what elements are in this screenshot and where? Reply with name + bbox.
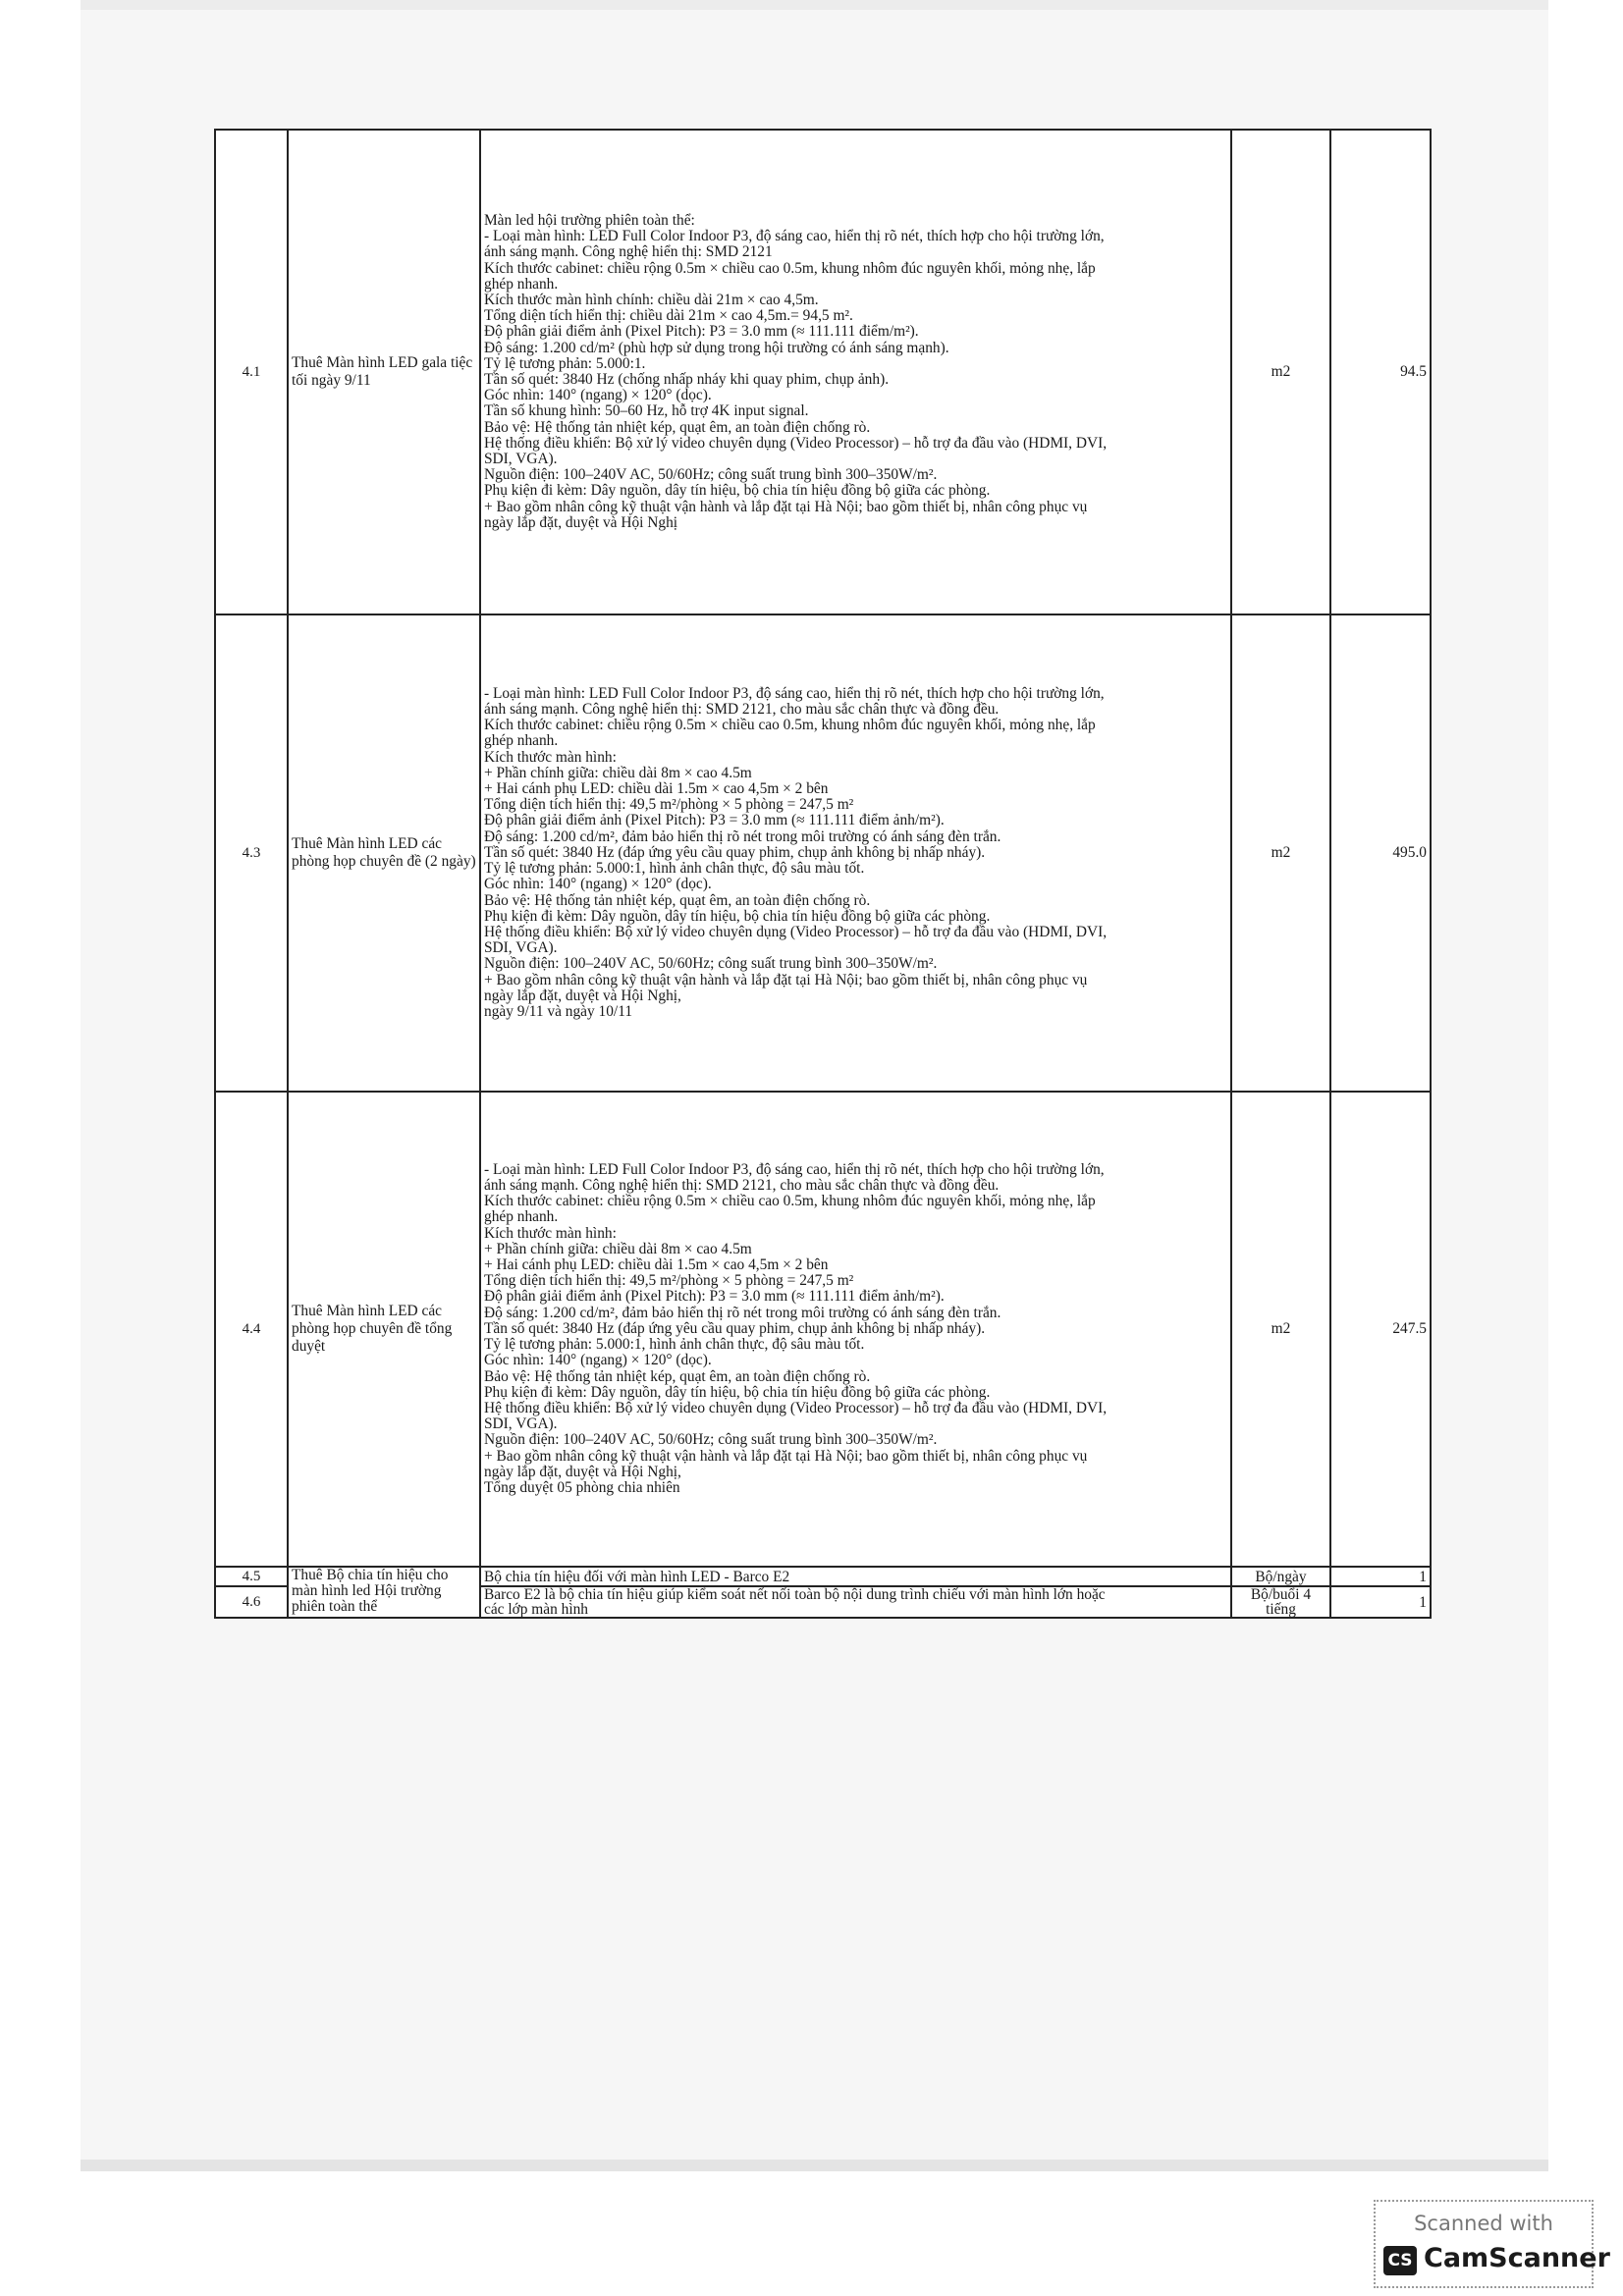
description-line: Tỷ lệ tương phản: 5.000:1. (484, 354, 646, 372)
camscanner-watermark (1374, 2200, 1610, 2288)
item-quantity: 247.5 (1330, 1092, 1431, 1567)
table-row (215, 614, 1431, 1092)
scan-bottom-edge (81, 2160, 1548, 2171)
row-number: 4.6 (215, 1586, 288, 1618)
description-line: Độ phân giải điểm ảnh (Pixel Pitch): P3 = 3.0 mm (≈ 111.111 điểm/m²). (484, 323, 919, 341)
description-line: ghép nhanh. (484, 732, 559, 750)
description-line: ngày lắp đặt, duyệt và Hội Nghị, (484, 1463, 681, 1480)
description-line: Kích thước cabinet: chiều rộng 0.5m × chiều cao 0.5m, khung nhôm đúc nguyên khối, mỏng nhẹ, lắp (484, 717, 1096, 734)
description-line: - Loại màn hình: LED Full Color Indoor P3, độ sáng cao, hiển thị rõ nét, thích hợp cho hội trường lớn, (484, 1160, 1105, 1178)
item-unit: Bộ/ngày (1231, 1567, 1330, 1586)
description-line: các lớp màn hình (484, 1601, 589, 1618)
description-line: + Bao gồm nhân công kỹ thuật vận hành và lắp đặt tại Hà Nội; bao gồm thiết bị, nhân công phục vụ (484, 971, 1088, 988)
row-number: 4.3 (215, 614, 288, 1092)
description-line: + Phần chính giữa: chiều dài 8m × cao 4.5m (484, 1240, 752, 1257)
description-line: - Loại màn hình: LED Full Color Indoor P3, độ sáng cao, hiển thị rõ nét, thích hợp cho hội trường lớn, (484, 684, 1105, 702)
description-line: Hệ thống điều khiển: Bộ xử lý video chuyên dụng (Video Processor) – hỗ trợ đa đầu vào (HDMI, DVI, (484, 923, 1108, 940)
description-line: SDI, VGA). (484, 1415, 558, 1433)
description-line: + Hai cánh phụ LED: chiều dài 1.5m × cao 4,5m × 2 bên (484, 780, 829, 798)
equipment-table (214, 129, 1432, 1619)
description-line: ánh sáng mạnh. Công nghệ hiển thị: SMD 2121, cho màu sắc chân thực và đồng đều. (484, 701, 1000, 719)
description-line: ánh sáng mạnh. Công nghệ hiển thị: SMD 2121 (484, 243, 773, 261)
item-description (480, 1586, 1231, 1618)
description-line: ghép nhanh. (484, 275, 559, 293)
item-quantity: 495.0 (1330, 614, 1431, 1092)
description-line: Kích thước cabinet: chiều rộng 0.5m × chiều cao 0.5m, khung nhôm đúc nguyên khối, mỏng nhẹ, lắp (484, 259, 1096, 277)
description-line: Tần số khung hình: 50–60 Hz, hỗ trợ 4K input signal. (484, 402, 809, 420)
description-line: Bảo vệ: Hệ thống tản nhiệt kép, quạt êm, an toàn điện chống rò. (484, 418, 871, 436)
description-line: Độ sáng: 1.200 cd/m² (phù hợp sử dụng trong hội trường có ánh sáng mạnh). (484, 339, 949, 356)
item-name: Thuê Màn hình LED các phòng họp chuyên đề (2 ngày) (288, 614, 480, 1092)
item-unit: m2 (1231, 614, 1330, 1092)
description-line: Phụ kiện đi kèm: Dây nguồn, dây tín hiệu, bộ chia tín hiệu đồng bộ giữa các phòng. (484, 482, 991, 500)
description-line: Tổng duyệt 05 phòng chia nhiên (484, 1478, 680, 1496)
description-line: Góc nhìn: 140° (ngang) × 120° (dọc). (484, 1352, 712, 1369)
table-row (215, 130, 1431, 614)
description-line: Nguồn điện: 100–240V AC, 50/60Hz; công suất trung bình 300–350W/m². (484, 1431, 938, 1449)
description-line: Độ sáng: 1.200 cd/m², đảm bảo hiển thị rõ nét trong môi trường có ánh sáng đèn trắn. (484, 828, 1001, 845)
item-description (480, 1092, 1231, 1567)
description-line: ghép nhanh. (484, 1208, 559, 1226)
description-line: Bộ chia tín hiệu đối với màn hình LED - Barco E2 (484, 1568, 790, 1585)
description-line: Tần số quét: 3840 Hz (chống nhấp nháy khi quay phim, chụp ảnh). (484, 371, 890, 388)
description-line: SDI, VGA). (484, 939, 558, 957)
row-number: 4.5 (215, 1567, 288, 1586)
description-line: Độ sáng: 1.200 cd/m², đảm bảo hiển thị rõ nét trong môi trường có ánh sáng đèn trắn. (484, 1304, 1001, 1321)
description-line: ánh sáng mạnh. Công nghệ hiển thị: SMD 2121, cho màu sắc chân thực và đồng đều. (484, 1177, 1000, 1195)
row-number: 4.1 (215, 130, 288, 614)
description-line: Nguồn điện: 100–240V AC, 50/60Hz; công suất trung bình 300–350W/m². (484, 955, 938, 973)
description-line: Kích thước màn hình: (484, 1224, 617, 1242)
description-line: Bảo vệ: Hệ thống tản nhiệt kép, quạt êm, an toàn điện chống rò. (484, 1367, 871, 1385)
description-line: ngày 9/11 và ngày 10/11 (484, 1002, 633, 1020)
item-quantity: 1 (1330, 1586, 1431, 1618)
table-row (215, 1567, 1431, 1586)
description-line: Độ phân giải điểm ảnh (Pixel Pitch): P3 = 3.0 mm (≈ 111.111 điểm ảnh/m²). (484, 1288, 945, 1306)
camscanner-logo-icon: CS (1383, 2246, 1417, 2275)
description-line: Phụ kiện đi kèm: Dây nguồn, dây tín hiệu, bộ chia tín hiệu đồng bộ giữa các phòng. (484, 907, 991, 925)
description-line: Hệ thống điều khiển: Bộ xử lý video chuyên dụng (Video Processor) – hỗ trợ đa đầu vào (HDMI, DVI, (484, 434, 1108, 452)
item-name: Thuê Màn hình LED các phòng họp chuyên đề tổng duyệt (288, 1092, 480, 1567)
item-quantity: 1 (1330, 1567, 1431, 1586)
description-line: + Hai cánh phụ LED: chiều dài 1.5m × cao 4,5m × 2 bên (484, 1256, 829, 1274)
item-description (480, 130, 1231, 614)
description-line: Kích thước màn hình chính: chiều dài 21m × cao 4,5m. (484, 291, 819, 308)
item-unit: m2 (1231, 130, 1330, 614)
row-number: 4.4 (215, 1092, 288, 1567)
description-line: + Bao gồm nhân công kỹ thuật vận hành và lắp đặt tại Hà Nội; bao gồm thiết bị, nhân công phục vụ (484, 498, 1088, 515)
description-line: Tỷ lệ tương phản: 5.000:1, hình ảnh chân thực, độ sâu màu tốt. (484, 860, 865, 878)
description-line: Barco E2 là bộ chia tín hiệu giúp kiểm soát nết nối toàn bộ nội dung trình chiếu với màn hình lớn hoặc (484, 1586, 1106, 1603)
description-line: Độ phân giải điểm ảnh (Pixel Pitch): P3 = 3.0 mm (≈ 111.111 điểm ảnh/m²). (484, 812, 945, 829)
description-line: ngày lắp đặt, duyệt và Hội Nghị (484, 513, 678, 531)
description-line: Tần số quét: 3840 Hz (đáp ứng yêu cầu quay phim, chụp ảnh không bị nhấp nháy). (484, 843, 986, 861)
description-line: Kích thước màn hình: (484, 748, 617, 766)
scan-top-edge (81, 0, 1548, 10)
description-line: Bảo vệ: Hệ thống tản nhiệt kép, quạt êm, an toàn điện chống rò. (484, 891, 871, 909)
description-line: SDI, VGA). (484, 451, 558, 468)
description-line: ngày lắp đặt, duyệt và Hội Nghị, (484, 987, 681, 1004)
item-name: Thuê Bộ chia tín hiệu cho màn hình led Hội trường phiên toàn thể (288, 1567, 480, 1618)
watermark-brand: CamScanner (1424, 2243, 1610, 2273)
description-line: Góc nhìn: 140° (ngang) × 120° (dọc). (484, 387, 712, 404)
description-line: Tổng diện tích hiển thị: 49,5 m²/phòng × 5 phòng = 247,5 m² (484, 796, 854, 814)
item-unit: m2 (1231, 1092, 1330, 1567)
table-row (215, 1092, 1431, 1567)
description-line: Tổng diện tích hiển thị: chiều dài 21m × cao 4,5m.= 94,5 m². (484, 307, 853, 325)
description-line: Màn led hội trường phiên toàn thể: (484, 211, 695, 229)
description-line: Góc nhìn: 140° (ngang) × 120° (dọc). (484, 876, 712, 893)
description-line: Tổng diện tích hiển thị: 49,5 m²/phòng × 5 phòng = 247,5 m² (484, 1272, 854, 1290)
item-description (480, 614, 1231, 1092)
watermark-caption: Scanned with (1414, 2212, 1553, 2235)
item-unit: Bộ/buổi 4 tiếng (1231, 1586, 1330, 1618)
item-quantity: 94.5 (1330, 130, 1431, 614)
item-description (480, 1567, 1231, 1586)
description-line: Nguồn điện: 100–240V AC, 50/60Hz; công suất trung bình 300–350W/m². (484, 466, 938, 484)
description-line: + Bao gồm nhân công kỹ thuật vận hành và lắp đặt tại Hà Nội; bao gồm thiết bị, nhân công phục vụ (484, 1447, 1088, 1465)
description-line: Tỷ lệ tương phản: 5.000:1, hình ảnh chân thực, độ sâu màu tốt. (484, 1336, 865, 1354)
description-line: - Loại màn hình: LED Full Color Indoor P3, độ sáng cao, hiển thị rõ nét, thích hợp cho hội trường lớn, (484, 228, 1105, 245)
description-line: Hệ thống điều khiển: Bộ xử lý video chuyên dụng (Video Processor) – hỗ trợ đa đầu vào (HDMI, DVI, (484, 1399, 1108, 1416)
item-name: Thuê Màn hình LED gala tiệc tối ngày 9/11 (288, 130, 480, 614)
description-line: Phụ kiện đi kèm: Dây nguồn, dây tín hiệu, bộ chia tín hiệu đồng bộ giữa các phòng. (484, 1383, 991, 1401)
description-line: + Phần chính giữa: chiều dài 8m × cao 4.5m (484, 764, 752, 781)
description-line: Kích thước cabinet: chiều rộng 0.5m × chiều cao 0.5m, khung nhôm đúc nguyên khối, mỏng nhẹ, lắp (484, 1193, 1096, 1210)
description-line: Tần số quét: 3840 Hz (đáp ứng yêu cầu quay phim, chụp ảnh không bị nhấp nháy). (484, 1319, 986, 1337)
